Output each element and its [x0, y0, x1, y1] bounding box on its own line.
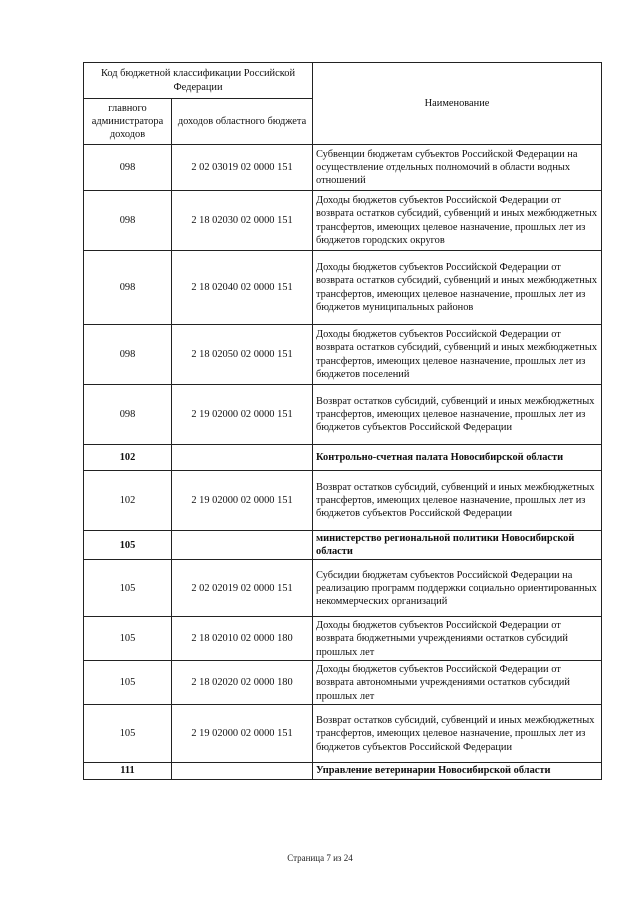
admin-code-cell: 105: [84, 617, 172, 661]
table-row: [84, 661, 602, 705]
name-cell: Доходы бюджетов субъектов Российской Федерации от возврата бюджетными учреждениями остатков субсидий прошлых лет: [313, 617, 602, 661]
admin-code-cell: 098: [84, 191, 172, 251]
income-code-cell: 2 02 03019 02 0000 151: [172, 145, 313, 191]
admin-code-cell: 105: [84, 705, 172, 763]
income-code-cell: 2 19 02000 02 0000 151: [172, 705, 313, 763]
name-cell: Контрольно-счетная палата Новосибирской области: [313, 445, 602, 471]
table-row: [84, 325, 602, 385]
table-body: [84, 145, 602, 780]
income-code-cell: 2 19 02000 02 0000 151: [172, 471, 313, 531]
table-row: [84, 705, 602, 763]
admin-code-cell: 098: [84, 251, 172, 325]
name-cell: Доходы бюджетов субъектов Российской Федерации от возврата остатков субсидий, субвенций и иных межбюджетных трансфертов, имеющих целевое назначение, прошлых лет из бюджетов поселений: [313, 325, 602, 385]
income-code-cell: 2 18 02020 02 0000 180: [172, 661, 313, 705]
table-row: [84, 763, 602, 779]
table-header: [84, 63, 602, 145]
name-cell: министерство региональной политики Новосибирской области: [313, 531, 602, 560]
income-code-cell: 2 19 02000 02 0000 151: [172, 385, 313, 445]
income-code-cell: 2 02 02019 02 0000 151: [172, 560, 313, 617]
name-cell: Субсидии бюджетам субъектов Российской Федерации на реализацию программ поддержки социально ориентированных некоммерческих организаций: [313, 560, 602, 617]
income-code-cell: [172, 445, 313, 471]
admin-code-cell: 105: [84, 560, 172, 617]
table-row: [84, 145, 602, 191]
admin-code-cell: 098: [84, 385, 172, 445]
table-row: [84, 560, 602, 617]
admin-code-cell: 102: [84, 445, 172, 471]
table-row: [84, 191, 602, 251]
name-cell: Возврат остатков субсидий, субвенций и иных межбюджетных трансфертов, имеющих целевое назначение, прошлых лет из бюджетов субъектов Российской Федерации: [313, 705, 602, 763]
budget-classification-table: [83, 62, 602, 780]
admin-code-cell: 102: [84, 471, 172, 531]
header-code: доходов областного бюджета: [172, 99, 313, 145]
admin-code-cell: 098: [84, 325, 172, 385]
table-row: [84, 445, 602, 471]
page-number: Страница 7 из 24: [287, 853, 353, 863]
header-admin: главного администратора доходов: [84, 99, 172, 145]
income-code-cell: [172, 763, 313, 779]
income-code-cell: 2 18 02050 02 0000 151: [172, 325, 313, 385]
admin-code-cell: 105: [84, 661, 172, 705]
header-group-title: Код бюджетной классификации Российской Федерации: [84, 63, 313, 99]
table-row: [84, 251, 602, 325]
name-cell: Доходы бюджетов субъектов Российской Федерации от возврата остатков субсидий, субвенций и иных межбюджетных трансфертов, имеющих целевое назначение, прошлых лет из бюджетов муниципальных районов: [313, 251, 602, 325]
income-code-cell: 2 18 02030 02 0000 151: [172, 191, 313, 251]
name-cell: Управление ветеринарии Новосибирской области: [313, 763, 602, 779]
name-cell: Возврат остатков субсидий, субвенций и иных межбюджетных трансфертов, имеющих целевое назначение, прошлых лет из бюджетов субъектов Российской Федерации: [313, 385, 602, 445]
name-cell: Доходы бюджетов субъектов Российской Федерации от возврата остатков субсидий, субвенций и иных межбюджетных трансфертов, имеющих целевое назначение, прошлых лет из бюджетов городских округов: [313, 191, 602, 251]
name-cell: Возврат остатков субсидий, субвенций и иных межбюджетных трансфертов, имеющих целевое назначение, прошлых лет из бюджетов субъектов Российской Федерации: [313, 471, 602, 531]
header-name: Наименование: [313, 63, 602, 145]
table-row: [84, 531, 602, 560]
income-code-cell: [172, 531, 313, 560]
name-cell: Доходы бюджетов субъектов Российской Федерации от возврата автономными учреждениями остатков субсидий прошлых лет: [313, 661, 602, 705]
income-code-cell: 2 18 02010 02 0000 180: [172, 617, 313, 661]
table-row: [84, 471, 602, 531]
table-row: [84, 617, 602, 661]
admin-code-cell: 111: [84, 763, 172, 779]
table-row: [84, 385, 602, 445]
admin-code-cell: 098: [84, 145, 172, 191]
name-cell: Субвенции бюджетам субъектов Российской Федерации на осуществление отдельных полномочий в области водных отношений: [313, 145, 602, 191]
admin-code-cell: 105: [84, 531, 172, 560]
income-code-cell: 2 18 02040 02 0000 151: [172, 251, 313, 325]
